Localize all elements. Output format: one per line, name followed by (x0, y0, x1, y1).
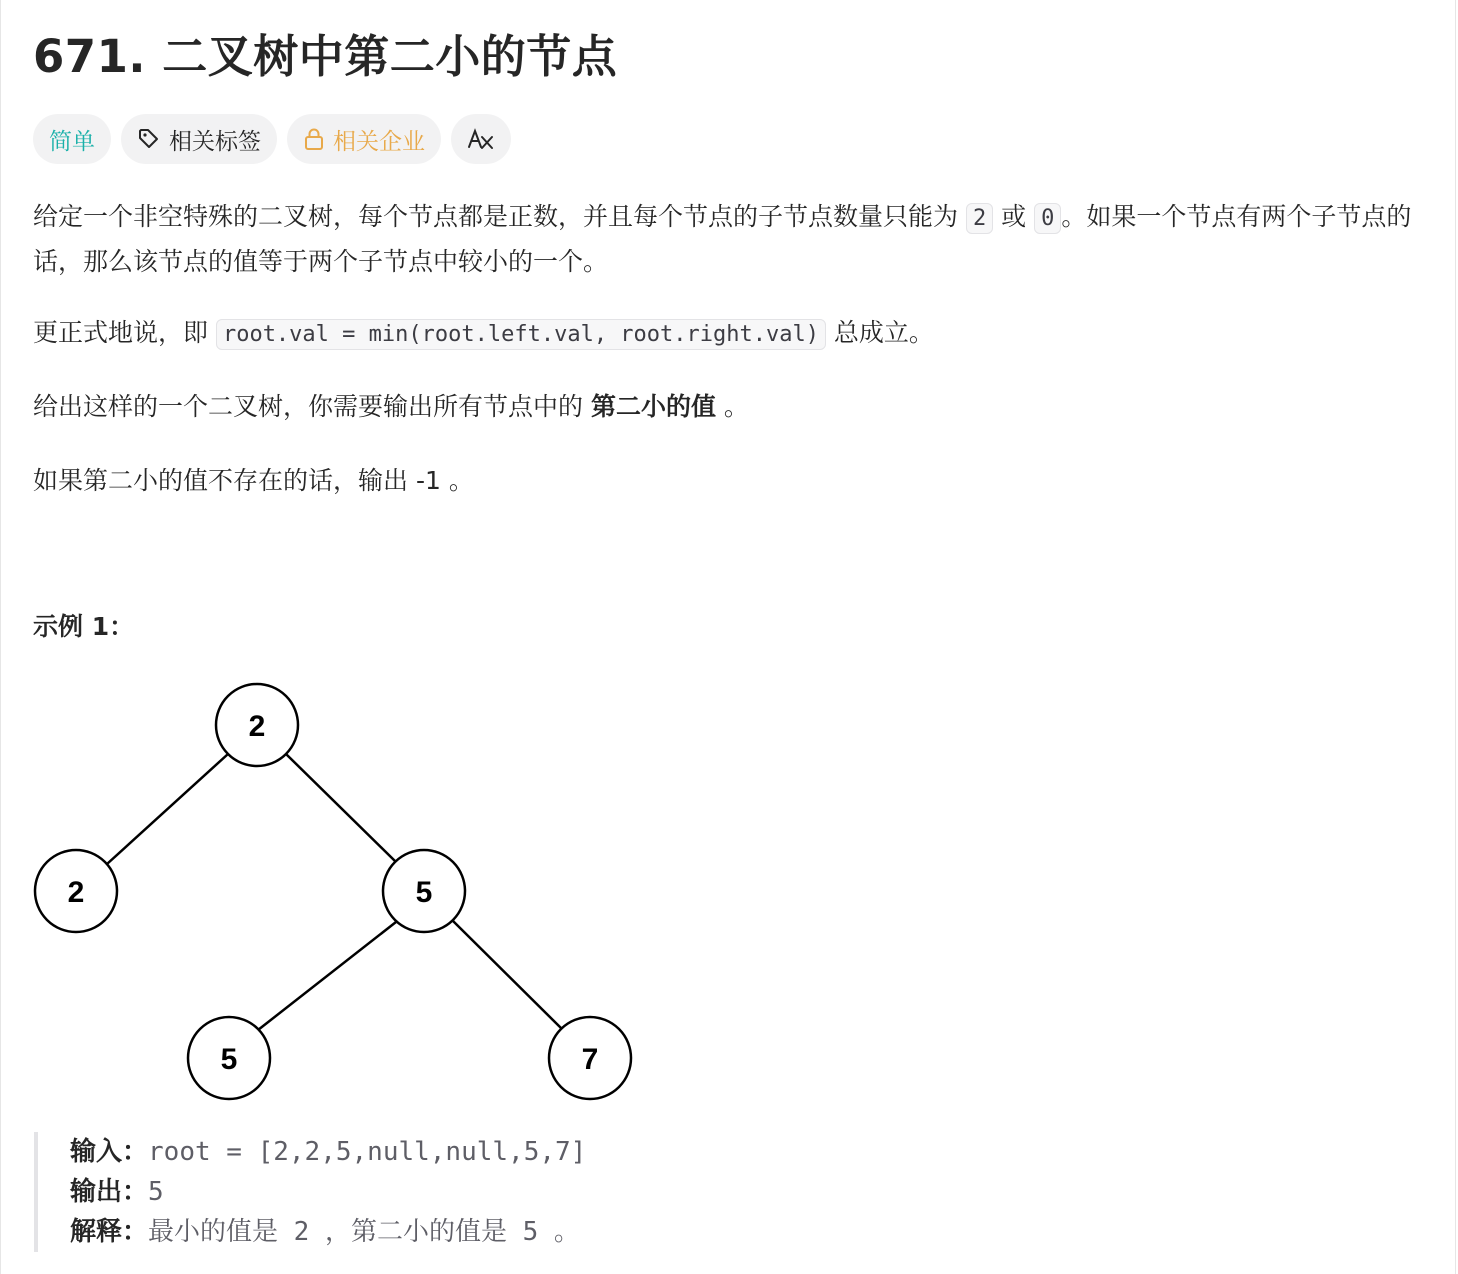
binary-tree-diagram (31, 678, 641, 1108)
tag-bar (33, 114, 511, 164)
tree-node-label: 2 (67, 876, 85, 909)
tree-edge (452, 920, 563, 1030)
description-paragraph-4 (33, 459, 1433, 502)
description-paragraph-2 (33, 311, 1433, 356)
desc-text: 更正式地说，即 (33, 318, 216, 347)
description-paragraph-3 (33, 385, 1433, 428)
desc-text: 给定一个非空特殊的二叉树，每个节点都是正数，并且每个节点的子节点数量只能为 (33, 202, 966, 231)
problem-title: 671. 二叉树中第二小的节点 (33, 30, 618, 83)
desc-text: 总成立。 (825, 318, 934, 347)
example-output (70, 1172, 734, 1212)
related-companies-button[interactable] (287, 114, 441, 164)
desc-text: 如果第二小的值不存在的话，输出 -1 。 (33, 466, 474, 495)
desc-text: 给出这样的一个二叉树，你需要输出所有节点中的 (33, 392, 591, 421)
tree-node-label: 7 (581, 1043, 599, 1076)
example-explanation (70, 1212, 734, 1252)
desc-bold: 第二小的值 (590, 392, 716, 421)
output-value: 5 (148, 1177, 164, 1207)
explain-label: 解释： (70, 1217, 149, 1247)
example-input (70, 1132, 734, 1172)
tree-node-label: 5 (220, 1043, 238, 1076)
inline-code: root.val = min(root.left.val, root.right.val) (216, 319, 826, 350)
explain-value: 最小的值是 2 ，第二小的值是 5 。 (148, 1217, 580, 1247)
related-companies-label: 相关企业 (333, 128, 425, 155)
inline-code: 2 (966, 203, 993, 234)
difficulty-label: 简单 (49, 128, 95, 155)
example-title: 示例 1： (33, 612, 135, 641)
translate-button[interactable] (451, 114, 511, 164)
related-tags-button[interactable] (121, 114, 277, 164)
description-paragraph-1 (33, 195, 1433, 283)
tag-icon (137, 127, 161, 151)
desc-text: 或 (993, 202, 1035, 231)
inline-code: 0 (1034, 203, 1061, 234)
input-value: root = [2,2,5,null,null,5,7] (148, 1137, 587, 1167)
related-tags-label: 相关标签 (169, 128, 261, 155)
desc-text: 。 (715, 392, 749, 421)
output-label: 输出： (70, 1177, 149, 1207)
tree-edge (258, 922, 396, 1030)
tree-node-label: 5 (415, 876, 433, 909)
difficulty-badge[interactable] (33, 114, 111, 164)
tree-edge (107, 754, 228, 864)
desc-text: 。如果一个节点有两个子节点的话，那么该节点的值等于两个子节点中较小的一个。 (33, 202, 1412, 276)
lock-icon (303, 127, 325, 151)
tree-node-label: 2 (248, 710, 266, 743)
input-label: 输入： (70, 1137, 149, 1167)
tree-edge (286, 754, 396, 862)
translate-icon (467, 127, 495, 151)
example-block (34, 1132, 734, 1252)
